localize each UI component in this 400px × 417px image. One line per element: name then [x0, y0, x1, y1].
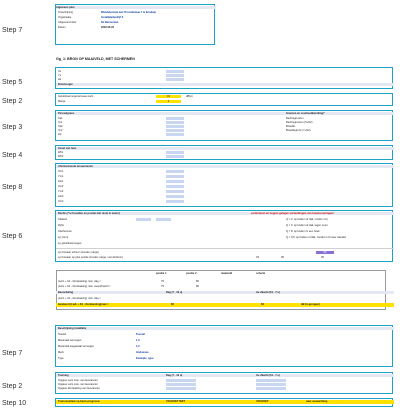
step-label-3: Step 3 [2, 124, 23, 131]
step-label-5: Step 5 [2, 79, 23, 86]
step-label-10: Step 10 [2, 400, 27, 407]
afscherming-header: Afschermende tussenmuren [58, 165, 94, 168]
bronsterkte-value[interactable]: 93 [156, 95, 181, 98]
gevel-wh1: Wh1 [58, 151, 64, 154]
source-label-height: Bronhoogte [58, 83, 73, 86]
general-label-4: Datum [58, 26, 66, 29]
receiver-hp: Hp [58, 133, 62, 136]
toetsing-row-2: Opgave Lw/L max. van leverancier [58, 383, 98, 386]
receiver-yp1-value[interactable] [166, 121, 184, 124]
calc-afschermen: Afschermen [58, 230, 72, 233]
beschrijving-value-2[interactable]: 1,0 [136, 339, 140, 342]
beoordeling-row1-night: 80 [196, 280, 199, 283]
marge-label: Marge [58, 100, 66, 103]
source-value-x[interactable] [166, 70, 184, 73]
general-value-1[interactable]: Wandelpromp aan Trenstlerwae 1 te Ecndeip [101, 11, 156, 14]
source-label-x: Xs [58, 70, 62, 73]
step-label-8: Step 8 [2, 184, 23, 191]
bronsterkte-label: Geluidsvermogensniveau Lw/L [58, 95, 94, 98]
afscherming-ym1: Ym1 [58, 175, 64, 178]
beoordeling-result-day: 86 [171, 303, 174, 306]
levels-row1-scherm: 60 [316, 251, 334, 254]
step-label-7a: Step 7 [2, 27, 23, 34]
source-value-h[interactable] [166, 78, 184, 81]
afscherming-ym2: Ym2 [58, 190, 64, 193]
toetsing-row-2-night[interactable] [256, 383, 286, 386]
calc-afstand-2 [156, 218, 171, 221]
afscherming-ym1-value[interactable] [166, 175, 184, 178]
calc-lp-sum: Lp (sum) [58, 236, 69, 239]
general-value-3[interactable]: De Benneman [101, 21, 119, 24]
final-night: VOLDOET [256, 400, 269, 403]
calc-note-4: Q = 0,5: op bodem of dak, zonder 2 of meer wanden [286, 236, 347, 239]
receiver-xp1: Xp1 [58, 117, 63, 120]
step-label-2a: Step 2 [2, 98, 23, 105]
beoordeling-col-night: Av.+Nacht (19 - 7 u) [256, 291, 280, 294]
beoordeling-row1-day: 75 [161, 280, 164, 283]
final-day: VOLDOET NIET [166, 400, 186, 403]
gevel-header: Gevel van huis [58, 147, 77, 150]
beoordeling-row3-label: (Lw/L + K1 - Domkasting) max. dag < [58, 297, 101, 300]
general-title: Algemeen plan [56, 6, 216, 9]
receiver-xp2: Xp2 [58, 125, 63, 128]
receiver-yp2: Yp2 [58, 129, 63, 132]
receiver-yp1: Yp1 [58, 121, 63, 124]
receiver-right-1: Rechtsgrenzen [286, 117, 304, 120]
receiver-right-3: Breedte [286, 125, 296, 128]
col-positie-1: positie 1 [156, 272, 167, 275]
levels-row2-scherm: 35 [321, 256, 324, 259]
final-note: naar verwachting [306, 400, 328, 403]
step-label-6: Step 6 [2, 233, 23, 240]
source-label-h: Hs [58, 78, 62, 81]
levels-row1-label: Lp bronaan scherm (zonder marge) [58, 251, 99, 254]
afscherming-xm3: Xm3 [58, 200, 64, 203]
beoordeling-row2-label: (Lw/L + K1 - Domkasting) max. avond/nacht < [58, 285, 111, 288]
calc-note-1: Q = 2: op bodem of dak, rondom vrij [286, 218, 328, 221]
beoordeling-title: Beoordeling [58, 291, 74, 294]
beoordeling-row2-night: 80 [196, 285, 199, 288]
toetsing-row-3-night[interactable] [256, 387, 286, 390]
toetsing-row-3: Opgave Domkasting van leverancier [58, 387, 100, 390]
calc-note-3: Q = 8: op bodem in een hoek [286, 230, 320, 233]
calc-note-2: Q = 4: op bodem of dak, tegen muur [286, 224, 328, 227]
bronsterkte-unit: dB(A) [186, 95, 193, 98]
receiver-right-4: Breedtegrens (Y+N2) [286, 129, 311, 132]
general-block [56, 6, 394, 42]
afscherming-xm3-value[interactable] [166, 200, 184, 203]
beschrijving-title: Beschrijving installatie [58, 327, 87, 330]
toetsing-row-1-day[interactable] [166, 379, 196, 382]
beoordeling-col-day: Dag (7 - 19 u) [166, 291, 183, 294]
receiver-yp2-value[interactable] [166, 129, 184, 132]
afscherming-xm1-value[interactable] [166, 170, 184, 173]
toetsing-title: Toetsing [58, 374, 69, 377]
afscherming-hm2: Hm2 [58, 195, 64, 198]
calc-header: Rechts (*ref insulien en positie niet niste in meter) [58, 212, 120, 215]
beschrijving-value-3[interactable]: 1,0 [136, 345, 140, 348]
step-label-4: Step 4 [2, 152, 23, 159]
gevel-wh2: Wh2 [58, 155, 64, 158]
step-label-7b: Step 7 [2, 350, 23, 357]
receiver-hp-value[interactable] [166, 133, 184, 136]
receiver-right-2: Rechtsgrenzen (X+N2) [286, 121, 313, 124]
afscherming-xm1: Xm1 [58, 170, 64, 173]
beoordeling-result-unit: dB (A-grengen) [301, 303, 320, 306]
toetsing-row-3-day[interactable] [166, 387, 196, 390]
toetsing-row-1: Opgave Lw/L max. van leverancier [58, 379, 98, 382]
afscherming-hm1: Hm1 [58, 180, 64, 183]
calc-ryfis: Ryfis [58, 224, 64, 227]
receiver-xp1-value[interactable] [166, 117, 184, 120]
source-label-y: Ys [58, 74, 62, 77]
toetsing-col-day: Dag (7 - 19 u) [166, 374, 183, 377]
beschrijving-value-4[interactable]: Hoduxone [136, 351, 149, 354]
source-value-y[interactable] [166, 74, 184, 77]
beoordeling-row1-label: (Lw/L + K1 - Domkasting) max. dag < [58, 280, 101, 283]
afscherming-xm2: Xm2 [58, 185, 64, 188]
beoordeling-row2-day: 75 [161, 285, 164, 288]
beschrijving-value-5[interactable]: Example_type [136, 357, 154, 360]
col-maaiveld: maaiveld [221, 272, 233, 275]
col-scherm: scherm [256, 272, 266, 275]
general-label-2: Organisatie [58, 16, 72, 19]
calc-afstand: Afstand [58, 218, 67, 221]
beoordeling-result-night: 83 [261, 303, 264, 306]
marge-value[interactable]: 3 [156, 100, 181, 103]
toetsing-row-1-night[interactable] [256, 379, 286, 382]
calc-lp-gv: Lp geluidsvermogen [58, 242, 82, 245]
afscherming-xm2-value[interactable] [166, 185, 184, 188]
beoordeling-result-label: berekend (Lw/L + K1 - Domkasting)max < [58, 303, 109, 306]
calc-warning: controleren en hogere gelegen verwerkingen van bouwsoneringen! [251, 212, 334, 215]
general-value-2[interactable]: Installatiebedrijf X [101, 16, 124, 19]
general-label-1: Omschrijving [58, 11, 73, 14]
beschrijving-label-5: Type [58, 357, 64, 360]
afscherming-ym2-value[interactable] [166, 190, 184, 193]
levels-row2-label: Lp bronaan op plus positie (zonder marge, met Atcherm) [58, 256, 123, 259]
afscherming-hm2-value[interactable] [166, 195, 184, 198]
general-label-3: Uitgevoerd door [58, 21, 77, 24]
beschrijving-value-1[interactable]: Toestel [136, 333, 145, 336]
step-label-2b: Step 2 [2, 383, 23, 390]
levels-row2-pos2: 35 [281, 256, 284, 259]
toetsing-col-night: Av.+Nacht (19 - 7 u) [256, 374, 280, 377]
col-positie-2: positie 2 [186, 272, 197, 275]
beschrijving-label-3: Maximaal toegestaal vermogen [58, 345, 95, 348]
receiver-xp2-value[interactable] [166, 125, 184, 128]
toetsing-row-2-day[interactable] [166, 383, 196, 386]
final-label: Toetsresultaat op basis prognose: [58, 400, 101, 403]
beschrijving-label-2: Maximaal vermogen [58, 339, 82, 342]
general-value-4[interactable]: 2022.06.23 [101, 26, 114, 29]
calc-afstand-1 [136, 218, 151, 221]
gevel-wh2-value[interactable] [166, 155, 184, 158]
perceel-right-header: Grenzen en voorbeeldwerking? [286, 112, 325, 115]
levels-row2-pos1: 33 [256, 256, 259, 259]
beschrijving-label-4: Merk [58, 351, 64, 354]
perceel-header: Perceelgrens [58, 112, 75, 115]
afscherming-hm1-value[interactable] [166, 180, 184, 183]
beschrijving-label-1: Toestel [58, 333, 67, 336]
section-title: Gg_1: BRON OP MAAIVELD, MET SCHERMEN [56, 57, 135, 61]
gevel-wh1-value[interactable] [166, 151, 184, 154]
